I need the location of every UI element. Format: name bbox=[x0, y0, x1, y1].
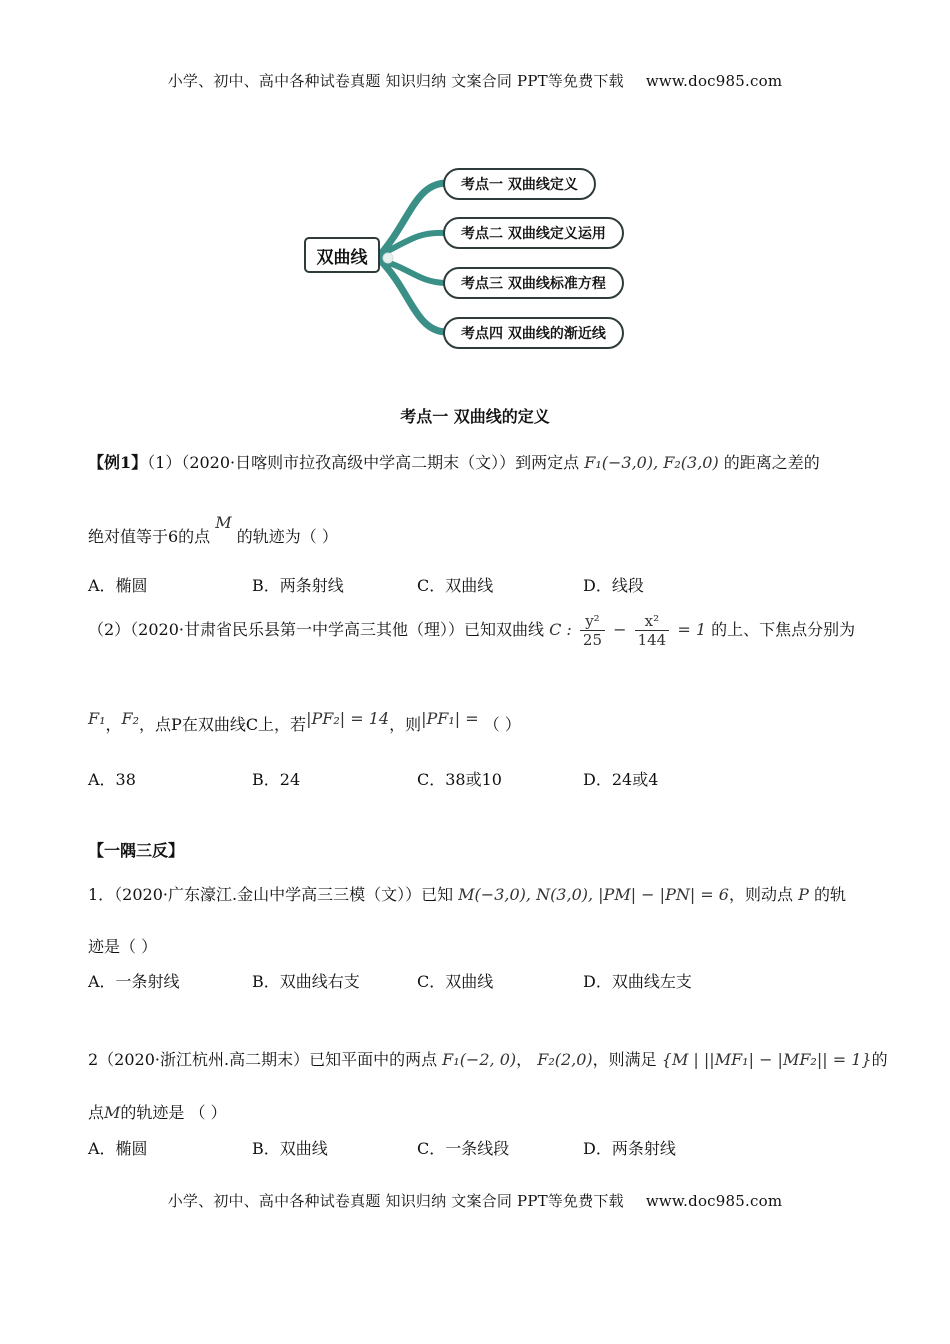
q2-option-a: A．38 bbox=[88, 770, 136, 789]
q2-f2: F₂ bbox=[121, 709, 140, 728]
q2-prefix: （2）（2020·甘肃省民乐县第一中学高三其他（理））已知双曲线 bbox=[88, 620, 544, 639]
practice-1-line1 bbox=[88, 882, 846, 905]
p1-option-a: A．一条射线 bbox=[88, 972, 180, 991]
q1-option-a: A．椭圆 bbox=[88, 576, 148, 595]
q2-frac-y-den: 25 bbox=[582, 631, 602, 649]
footer-site: www.doc985.com bbox=[645, 1192, 783, 1210]
p2-option-a: A．椭圆 bbox=[88, 1139, 148, 1158]
page-footer bbox=[0, 1190, 950, 1211]
p2-option-c: C．一条线段 bbox=[417, 1139, 510, 1158]
mindmap bbox=[300, 160, 660, 360]
q1-option-d: D．线段 bbox=[583, 576, 644, 595]
p2-prefix: 2（2020·浙江杭州.高二期末）已知平面中的两点 bbox=[88, 1050, 438, 1069]
mindmap-branch-2: 考点二 双曲线定义运用 bbox=[443, 217, 624, 249]
p1-suffix-b: 的轨 bbox=[813, 885, 846, 904]
p1-option-d: D．双曲线左支 bbox=[583, 972, 692, 991]
q2-frac-y-num: y² bbox=[580, 612, 605, 631]
q2-line2-b: ，则 bbox=[389, 715, 422, 734]
mindmap-branch-1: 考点一 双曲线定义 bbox=[443, 168, 596, 200]
p2-line2-b: 的轨迹是 （ ） bbox=[120, 1103, 227, 1122]
q1-math-m: M bbox=[215, 513, 232, 532]
mindmap-root: 双曲线 bbox=[304, 237, 380, 273]
p2-math-f1: F₁(−2, 0) bbox=[442, 1050, 517, 1069]
example1-q1-line1 bbox=[88, 450, 820, 473]
q2-option-c: C．38或10 bbox=[417, 770, 502, 789]
p2-mid: ，则满足 bbox=[592, 1050, 657, 1069]
q1-math-foci: F₁(−3,0), F₂(3,0) bbox=[584, 453, 719, 472]
example1-q2-line2 bbox=[88, 709, 521, 735]
q1-option-b: B．两条射线 bbox=[252, 576, 344, 595]
p1-option-c: C．双曲线 bbox=[417, 972, 494, 991]
q2-f1: F₁ bbox=[88, 709, 106, 728]
p1-math-p: P bbox=[798, 885, 809, 904]
q1-suffix: 的距离之差的 bbox=[723, 453, 820, 472]
q2-frac-x bbox=[635, 612, 670, 649]
q1-option-c: C．双曲线 bbox=[417, 576, 494, 595]
practice-2-line2 bbox=[88, 1100, 227, 1123]
mindmap-branch-4: 考点四 双曲线的渐近线 bbox=[443, 317, 624, 349]
q2-line2-c: （ ） bbox=[483, 715, 521, 734]
example1-q1-line2 bbox=[88, 513, 338, 547]
q2-sep: ， bbox=[105, 715, 122, 734]
q2-frac-y bbox=[580, 612, 605, 649]
p2-sep: ， bbox=[516, 1050, 533, 1069]
p1-option-b: B．双曲线右支 bbox=[252, 972, 360, 991]
footer-text: 小学、初中、高中各种试卷真题 知识归纳 文案合同 PPT等免费下载 bbox=[167, 1192, 624, 1210]
p1-suffix-a: ，则动点 bbox=[728, 885, 793, 904]
mindmap-branch-3: 考点三 双曲线标准方程 bbox=[443, 267, 624, 299]
q2-math-pf1: |PF₁| = bbox=[421, 709, 479, 728]
p2-option-b: B．双曲线 bbox=[252, 1139, 328, 1158]
p2-suffix: 的 bbox=[871, 1050, 888, 1069]
q1-line2-a: 绝对值等于6的点 bbox=[88, 527, 211, 546]
header-site: www.doc985.com bbox=[645, 72, 783, 90]
p2-math-f2: F₂(2,0) bbox=[537, 1050, 593, 1069]
q2-suffix: 的上、下焦点分别为 bbox=[711, 620, 856, 639]
q2-option-b: B．24 bbox=[252, 770, 301, 789]
q2-math-pf2: |PF₂| = 14 bbox=[306, 709, 390, 728]
q2-line2-a: ，点P在双曲线C上，若 bbox=[139, 715, 307, 734]
page-header bbox=[0, 70, 950, 91]
section-title: 考点一 双曲线的定义 bbox=[400, 407, 550, 426]
q2-frac-x-den: 144 bbox=[637, 631, 667, 649]
p1-math: M(−3,0), N(3,0), |PM| − |PN| = 6 bbox=[458, 885, 729, 904]
q2-eq: = 1 bbox=[677, 620, 706, 639]
practice-1-line2: 迹是（ ） bbox=[88, 937, 158, 956]
example1-q2-line1 bbox=[88, 612, 855, 649]
p1-prefix: 1．（2020·广东濠江.金山中学高三三模（文））已知 bbox=[88, 885, 454, 904]
q2-frac-x-num: x² bbox=[635, 612, 670, 631]
q2-math-c: C : bbox=[549, 620, 572, 639]
p2-line2-a: 点 bbox=[88, 1103, 105, 1122]
example-label: 【例1】 bbox=[88, 453, 148, 472]
p2-math-m: M bbox=[104, 1103, 121, 1122]
q1-line2-b: 的轨迹为（ ） bbox=[236, 527, 338, 546]
q2-option-d: D．24或4 bbox=[583, 770, 659, 789]
practice-2-line1 bbox=[88, 1047, 888, 1070]
p2-math-set: {M | ||MF₁| − |MF₂|| = 1} bbox=[661, 1050, 872, 1069]
practice-label: 【一隅三反】 bbox=[88, 841, 185, 860]
header-text: 小学、初中、高中各种试卷真题 知识归纳 文案合同 PPT等免费下载 bbox=[167, 72, 624, 90]
q2-minus: − bbox=[613, 620, 627, 639]
q1-prefix: （1）（2020·日喀则市拉孜高级中学高二期末（文））到两定点 bbox=[147, 453, 580, 472]
p2-option-d: D．两条射线 bbox=[583, 1139, 676, 1158]
